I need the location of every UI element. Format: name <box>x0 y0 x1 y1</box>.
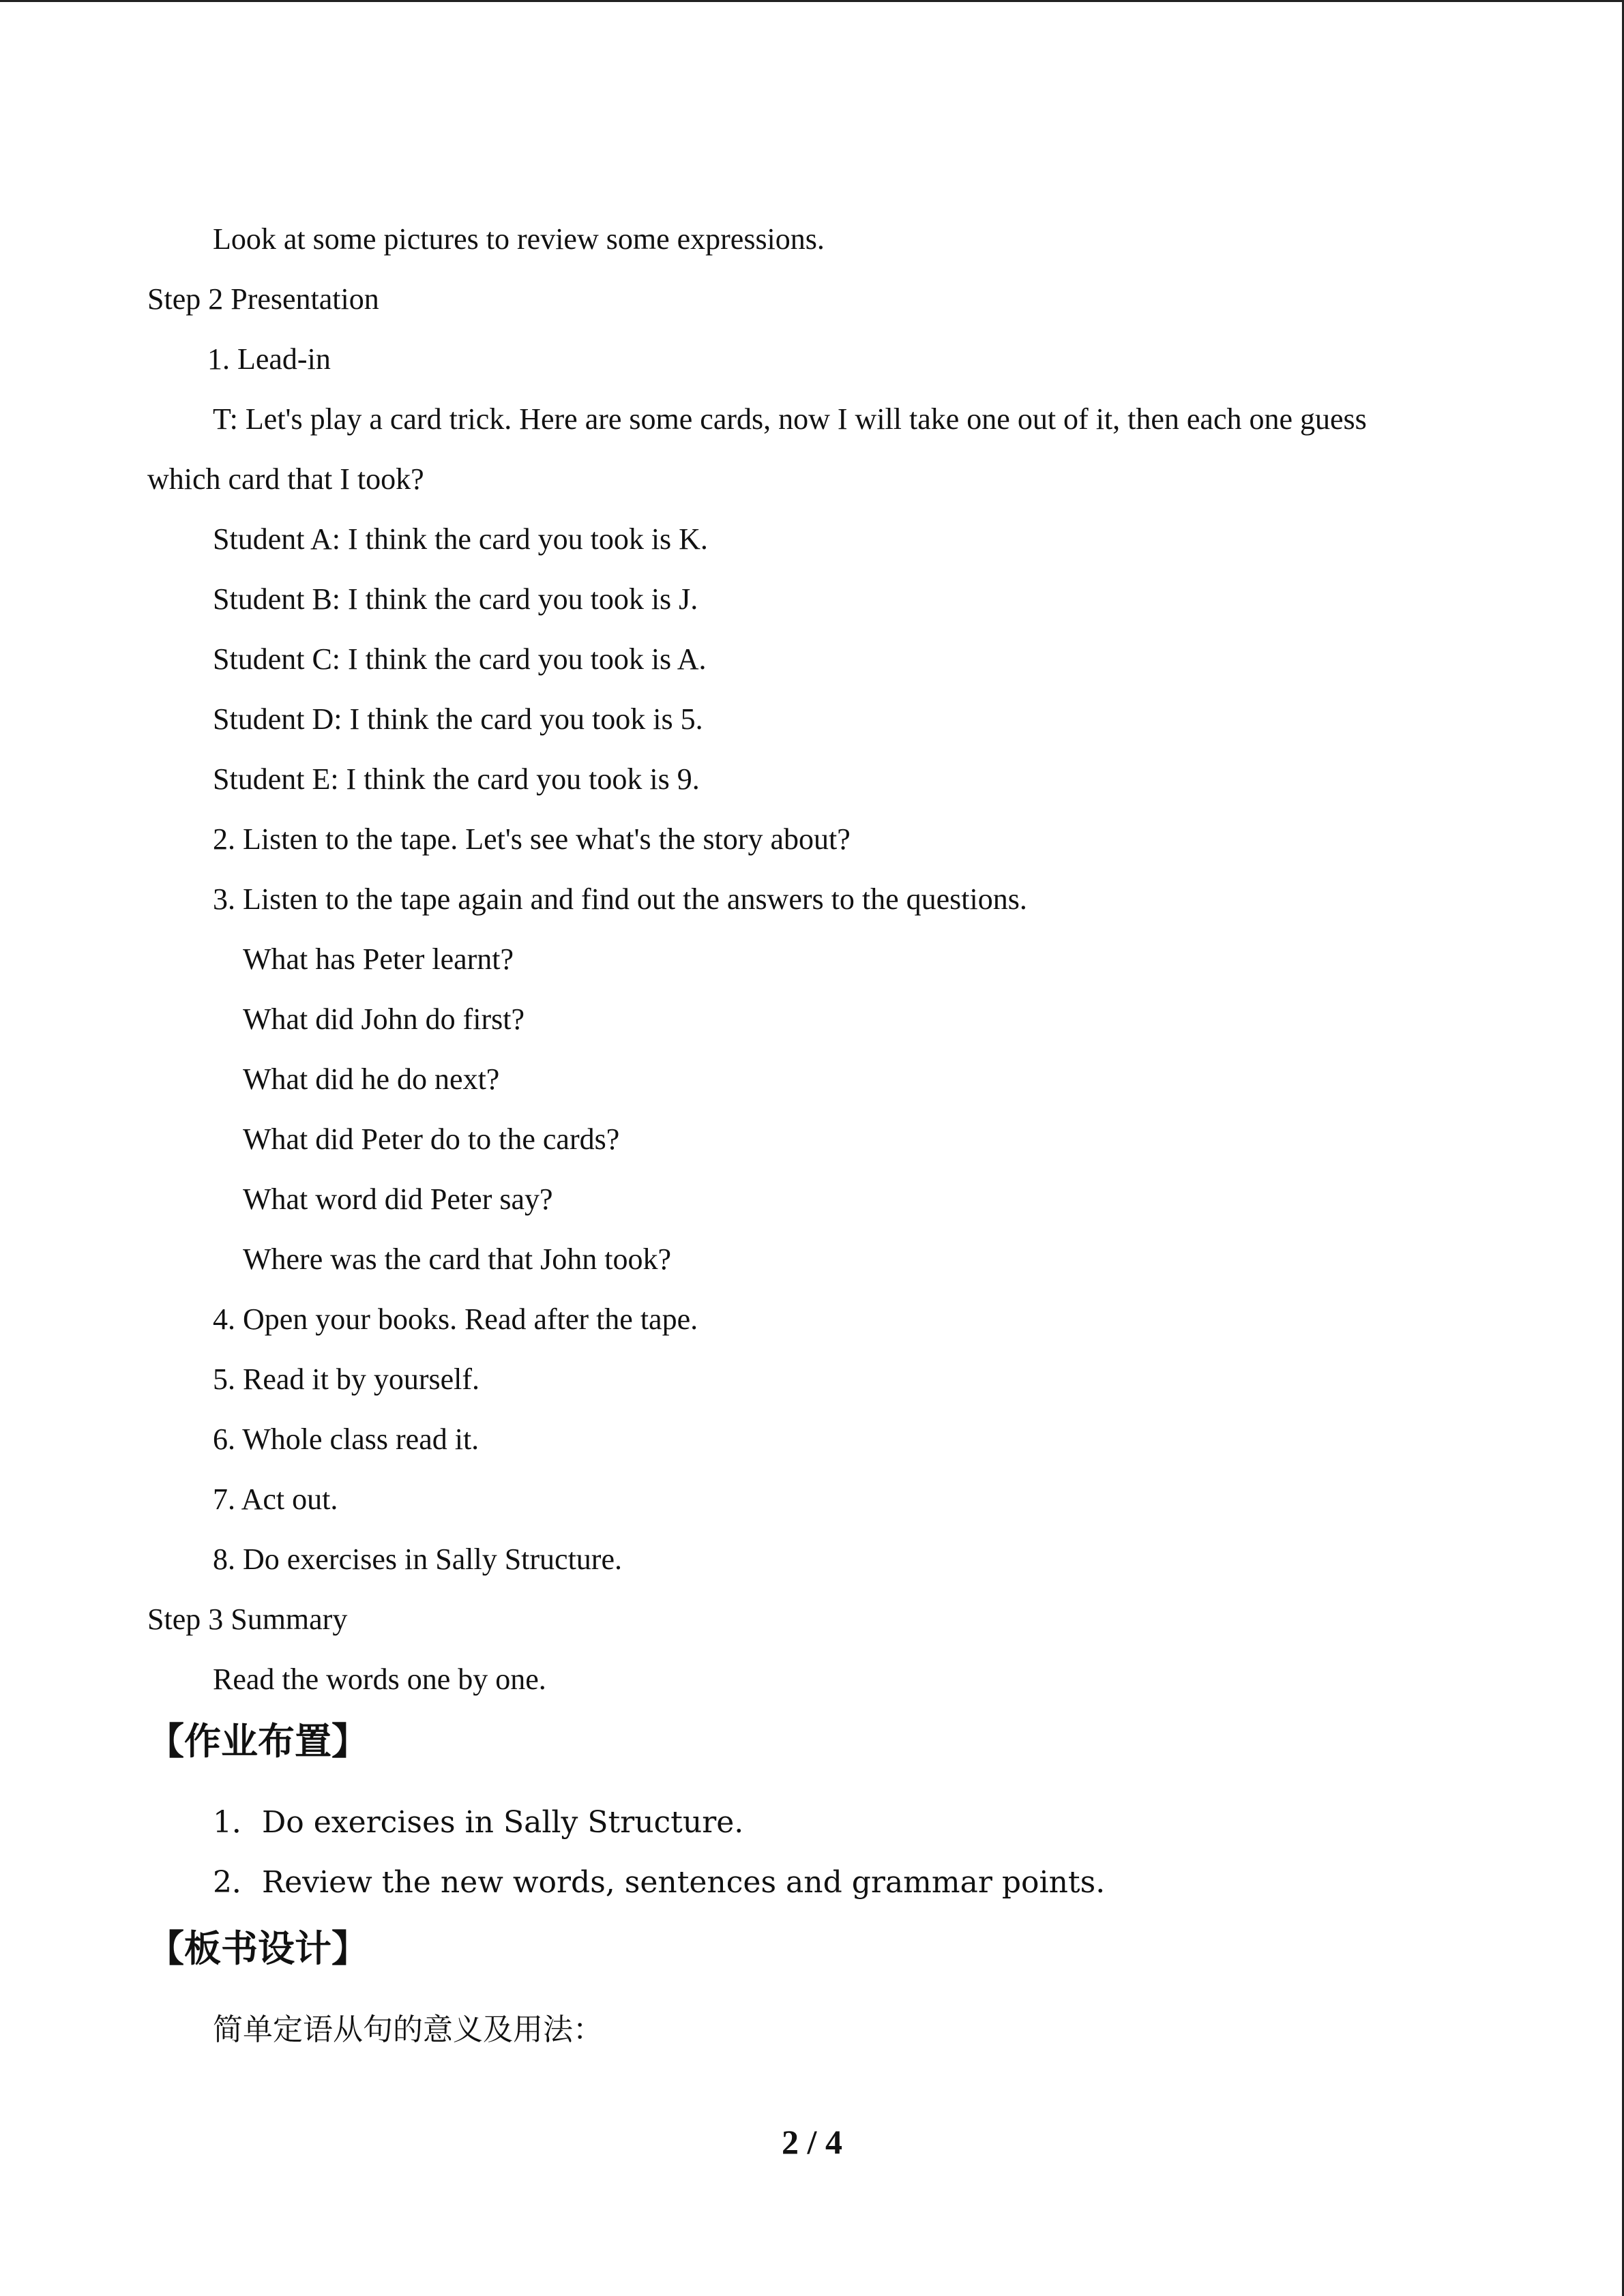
teacher-line-continued: which card that I took? <box>147 462 424 496</box>
activity-step-8: 8. Do exercises in Sally Structure. <box>213 1542 622 1576</box>
page-number: 2 / 4 <box>782 2123 842 2161</box>
board-design-text: 简单定语从句的意义及用法： <box>213 2012 603 2047</box>
question-item: What did John do first? <box>243 1002 525 1036</box>
student-b-line: Student B: I think the card you took is J. <box>213 582 698 616</box>
board-design-heading: 【板书设计】 <box>147 1927 368 1970</box>
activity-step-5: 5. Read it by yourself. <box>213 1362 480 1396</box>
student-d-line: Student D: I think the card you took is 5. <box>213 702 703 736</box>
review-line: Look at some pictures to review some expressions. <box>213 222 825 256</box>
activity-step-6: 6. Whole class read it. <box>213 1422 479 1456</box>
question-item: Where was the card that John took? <box>243 1242 671 1276</box>
step-2-heading: Step 2 Presentation <box>147 282 379 316</box>
question-item: What word did Peter say? <box>243 1182 553 1216</box>
homework-item-1: 1．Do exercises in Sally Structure. <box>213 1805 744 1840</box>
lead-in-label: 1. Lead-in <box>207 342 331 376</box>
activity-step-7: 7. Act out. <box>213 1482 338 1516</box>
summary-line: Read the words one by one. <box>213 1663 546 1696</box>
student-e-line: Student E: I think the card you took is 9. <box>213 762 700 796</box>
activity-step-4: 4. Open your books. Read after the tape. <box>213 1302 698 1336</box>
homework-heading: 【作业布置】 <box>147 1720 368 1763</box>
listen-step-3: 3. Listen to the tape again and find out the answers to the questions. <box>213 882 1027 916</box>
teacher-line: T: Let's play a card trick. Here are some cards, now I will take one out of it, then each one guess <box>213 402 1367 436</box>
listen-step-2: 2. Listen to the tape. Let's see what's the story about? <box>213 822 851 856</box>
question-item: What did he do next? <box>243 1062 500 1096</box>
question-item: What did Peter do to the cards? <box>243 1122 620 1156</box>
step-3-heading: Step 3 Summary <box>147 1602 348 1636</box>
student-a-line: Student A: I think the card you took is K. <box>213 522 708 556</box>
homework-item-2: 2．Review the new words, sentences and grammar points. <box>213 1865 1106 1900</box>
student-c-line: Student C: I think the card you took is A. <box>213 642 707 676</box>
question-item: What has Peter learnt? <box>243 942 514 976</box>
